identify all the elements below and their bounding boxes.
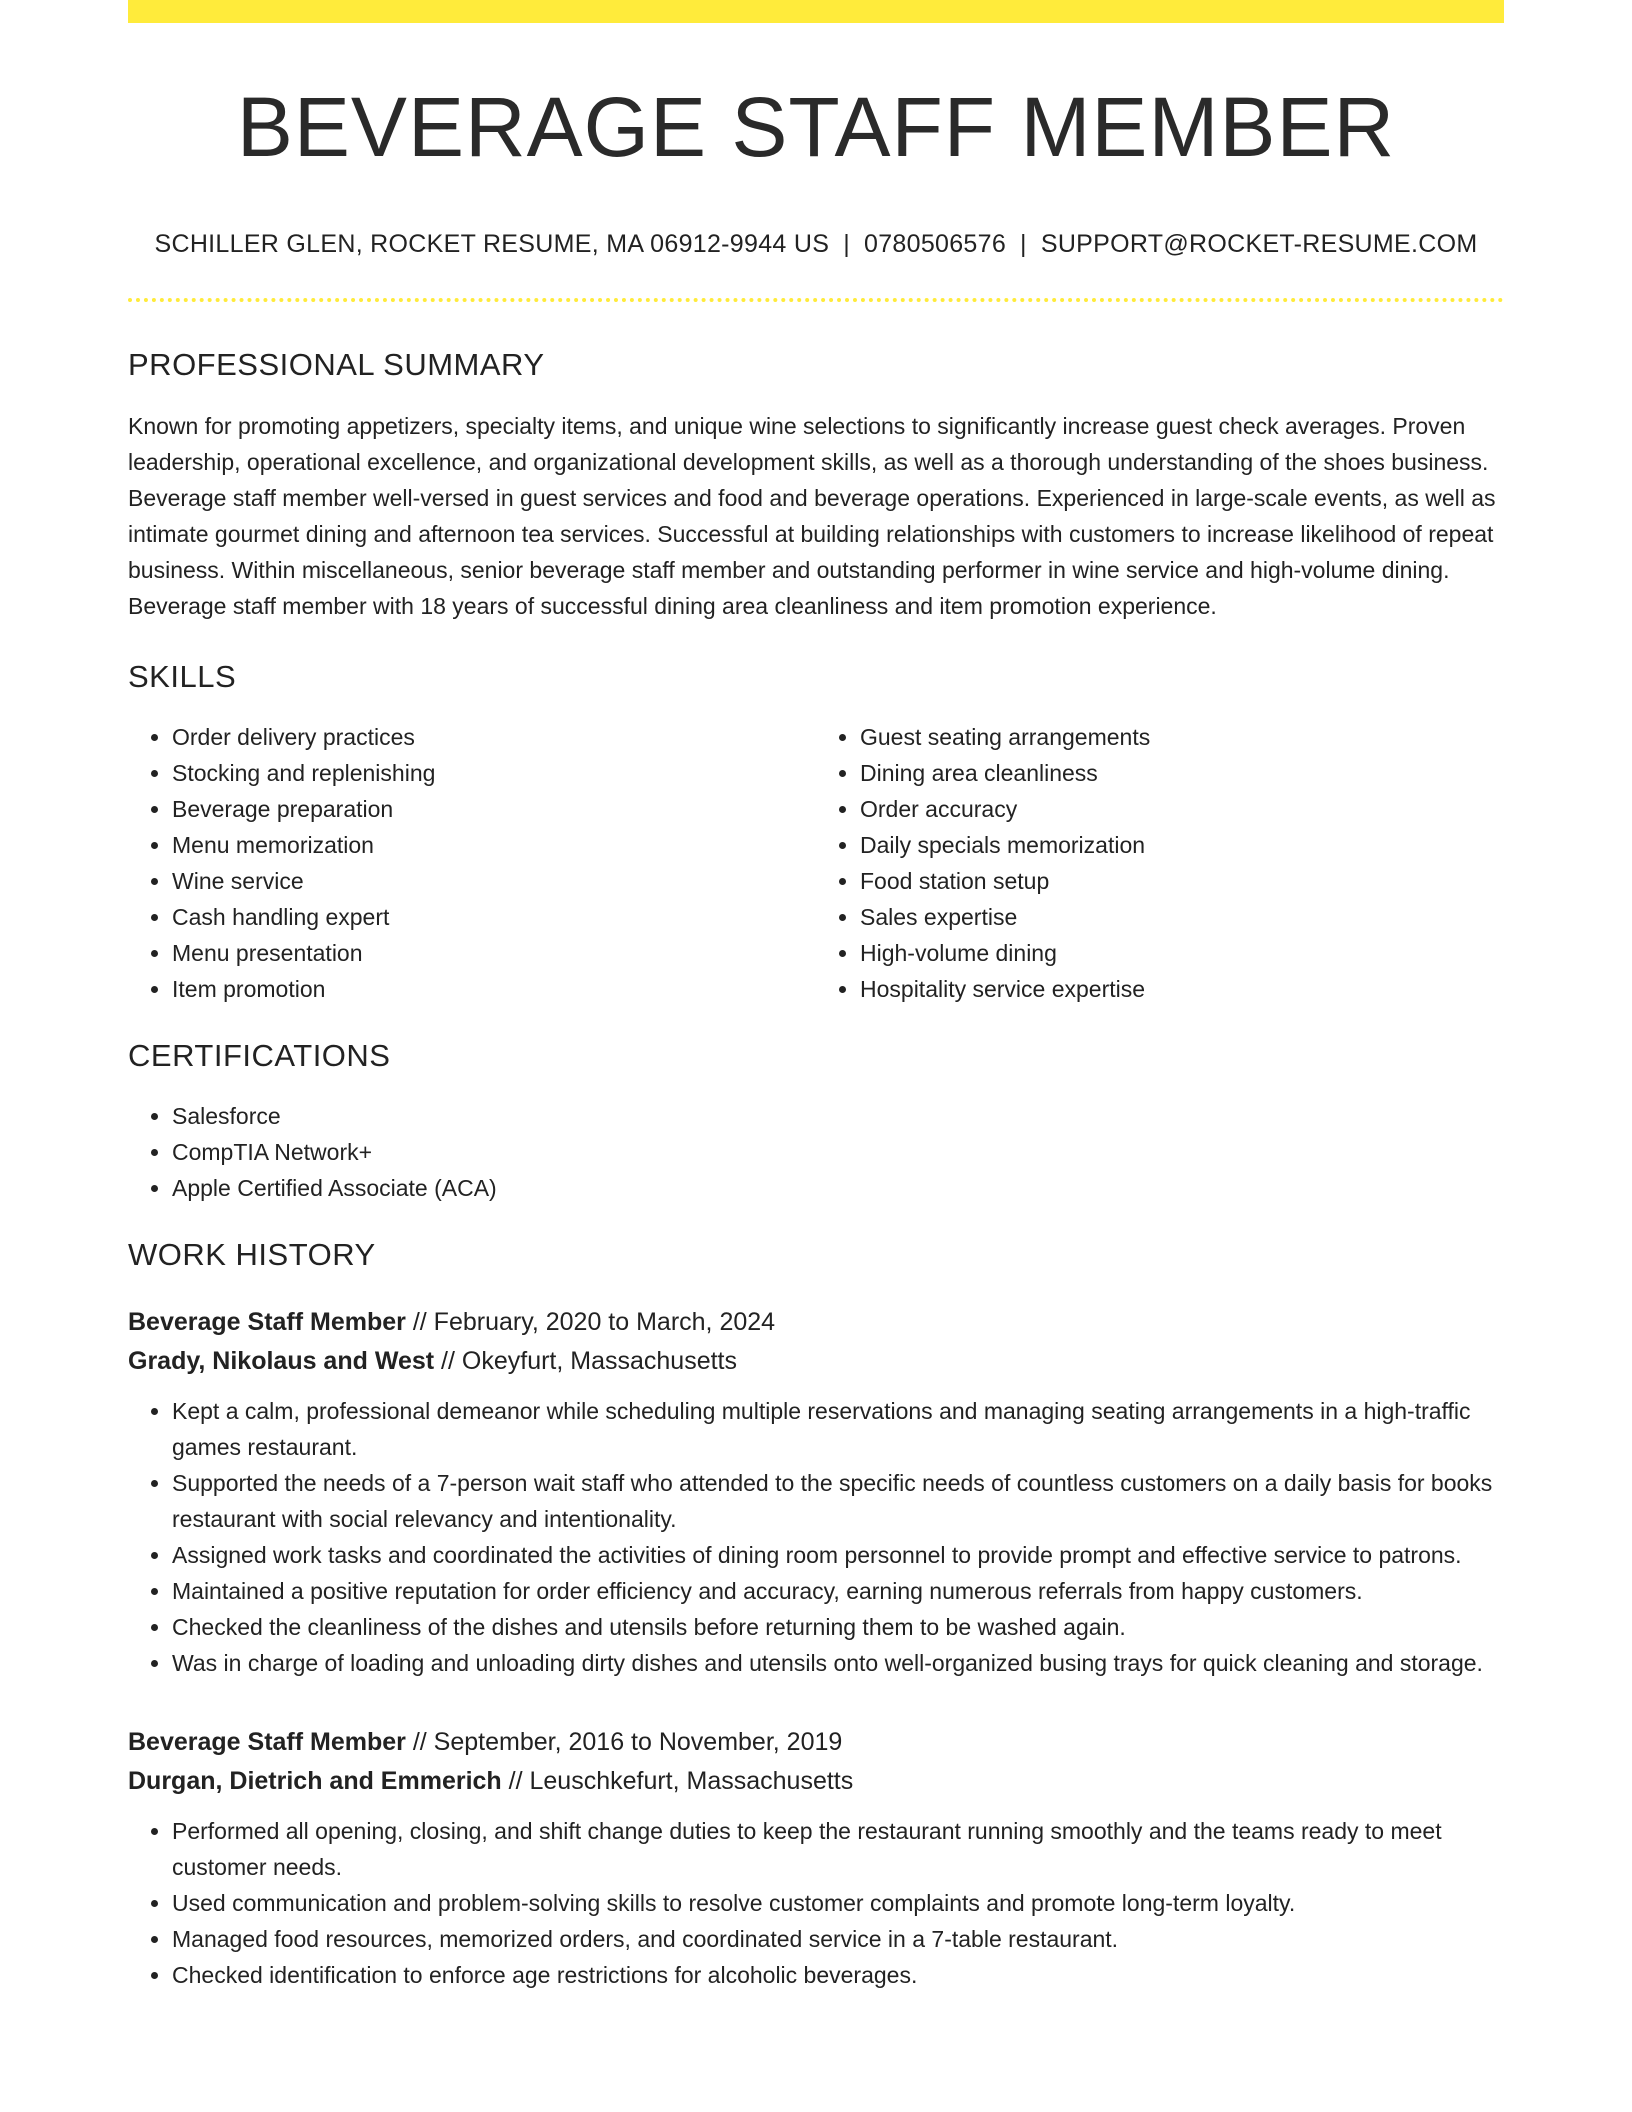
job-company-line: [128, 1762, 1504, 1801]
job-location: // Okeyfurt, Massachusetts: [434, 1347, 737, 1376]
job-entry: [128, 1723, 1504, 1993]
contact-line: [128, 229, 1504, 259]
dotted-divider: [128, 298, 1504, 302]
top-accent-bar: [128, 0, 1504, 23]
skill-item: • Item promotion: [172, 971, 816, 1007]
skills-heading: SKILLS: [128, 658, 237, 694]
job-dates: // September, 2016 to November, 2019: [405, 1728, 843, 1757]
skill-item: • Dining area cleanliness: [860, 755, 1504, 791]
skill-item: • Sales expertise: [860, 899, 1504, 935]
skill-item: • Stocking and replenishing: [172, 755, 816, 791]
certification-item: • Apple Certified Associate (ACA): [172, 1170, 1504, 1206]
job-duties-list: [128, 1813, 1504, 1993]
job-duty: • Assigned work tasks and coordinated the activities of dining room personnel to provide prompt and effective service to patrons.: [172, 1537, 1504, 1573]
job-entry: [128, 1303, 1504, 1681]
skill-item: • Wine service: [172, 863, 816, 899]
skill-item: • Cash handling expert: [172, 899, 816, 935]
skill-item: • Hospitality service expertise: [860, 971, 1504, 1007]
job-title-line: [128, 1723, 1504, 1762]
job-duty: • Kept a calm, professional demeanor while scheduling multiple reservations and managing seating arrangements in a high-traffic games restaurant.: [172, 1393, 1504, 1465]
skills-list-right: [816, 719, 1504, 1007]
certifications-heading: CERTIFICATIONS: [128, 1037, 391, 1073]
skill-item: • Order delivery practices: [172, 719, 816, 755]
job-duty: • Performed all opening, closing, and shift change duties to keep the restaurant running smoothly and the teams ready to meet customer needs.: [172, 1813, 1504, 1885]
contact-phone: 0780506576: [864, 230, 1007, 259]
job-dates: // February, 2020 to March, 2024: [405, 1308, 776, 1337]
contact-separator: |: [1020, 230, 1027, 259]
job-company: Durgan, Dietrich and Emmerich: [128, 1767, 502, 1796]
job-role: Beverage Staff Member: [128, 1728, 406, 1757]
job-duty: • Managed food resources, memorized orders, and coordinated service in a 7-table restaurant.: [172, 1921, 1504, 1957]
contact-separator: |: [843, 230, 850, 259]
certification-item: • CompTIA Network+: [172, 1134, 1504, 1170]
job-duty: • Was in charge of loading and unloading dirty dishes and utensils onto well-organized busing trays for quick cleaning and storage.: [172, 1645, 1504, 1681]
contact-email: SUPPORT@ROCKET-RESUME.COM: [1040, 230, 1478, 259]
skills-list-left: [128, 719, 816, 1007]
job-location: // Leuschkefurt, Massachusetts: [501, 1767, 854, 1796]
work-history-heading: WORK HISTORY: [128, 1236, 376, 1272]
skill-item: • Menu memorization: [172, 827, 816, 863]
certifications-list: [128, 1098, 1504, 1206]
skill-item: • Guest seating arrangements: [860, 719, 1504, 755]
job-duty: • Supported the needs of a 7-person wait staff who attended to the specific needs of countless customers on a daily basis for books restaurant with social relevancy and intentionality.: [172, 1465, 1504, 1537]
job-company: Grady, Nikolaus and West: [128, 1347, 435, 1376]
skill-item: • Daily specials memorization: [860, 827, 1504, 863]
job-duties-list: [128, 1393, 1504, 1681]
resume-page: [128, 0, 1504, 1993]
job-title-line: [128, 1303, 1504, 1342]
contact-address: SCHILLER GLEN, ROCKET RESUME, MA 06912-9944 US: [154, 230, 830, 259]
job-duty: • Checked identification to enforce age restrictions for alcoholic beverages.: [172, 1957, 1504, 1993]
skill-item: • Order accuracy: [860, 791, 1504, 827]
job-company-line: [128, 1342, 1504, 1381]
job-role: Beverage Staff Member: [128, 1308, 406, 1337]
summary-text: Known for promoting appetizers, specialty items, and unique wine selections to significantly increase guest check averages. Proven leadership, operational excellence, and organizational development skills, as well as a thorough understanding of the shoes business. Beverage staff member well-versed in guest services and food and beverage operations. Experienced in large-scale events, as well as intimate gourmet dining and afternoon tea services. Successful at building relationships with customers to increase likelihood of repeat business. Within miscellaneous, senior beverage staff member and outstanding performer in wine service and high-volume dining. Beverage staff member with 18 years of successful dining area cleanliness and item promotion experience.: [128, 412, 1496, 619]
skill-item: • Beverage preparation: [172, 791, 816, 827]
job-duty: • Used communication and problem-solving skills to resolve customer complaints and promote long-term loyalty.: [172, 1885, 1504, 1921]
skill-item: • High-volume dining: [860, 935, 1504, 971]
skill-item: • Food station setup: [860, 863, 1504, 899]
candidate-title: BEVERAGE STAFF MEMBER: [236, 80, 1396, 174]
summary-heading: PROFESSIONAL SUMMARY: [128, 347, 545, 383]
skill-item: • Menu presentation: [172, 935, 816, 971]
skills-columns: [128, 719, 1504, 1007]
certification-item: • Salesforce: [172, 1098, 1504, 1134]
job-duty: • Checked the cleanliness of the dishes and utensils before returning them to be washed again.: [172, 1609, 1504, 1645]
job-duty: • Maintained a positive reputation for order efficiency and accuracy, earning numerous referrals from happy customers.: [172, 1573, 1504, 1609]
